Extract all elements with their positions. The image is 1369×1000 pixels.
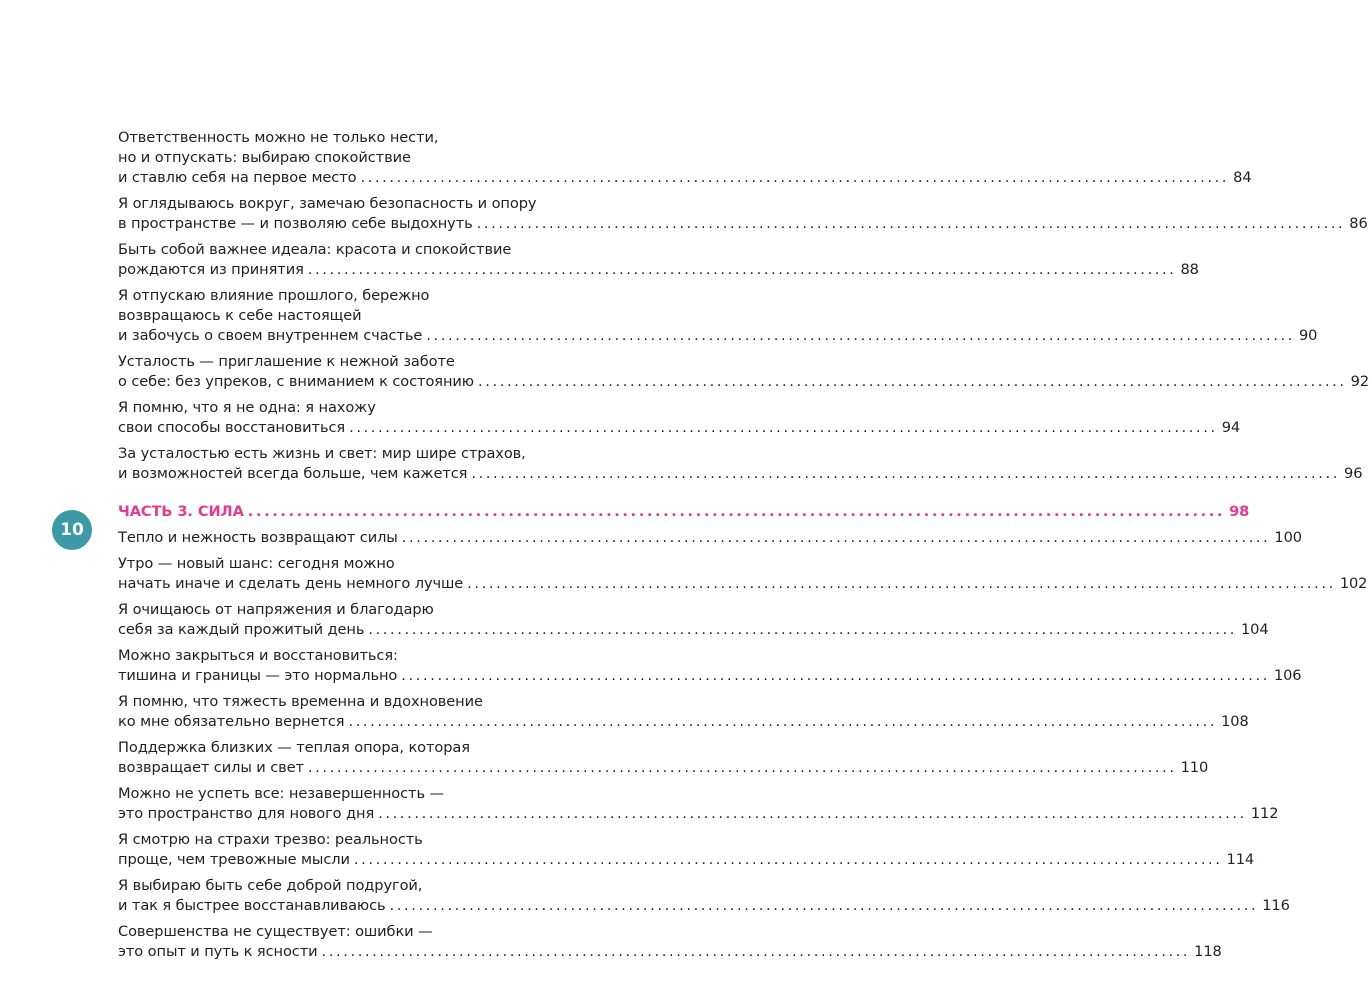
toc-entry-line: возвращает силы и свет <box>118 759 304 776</box>
dot-leader: ........................................................................................................................ <box>307 261 1177 278</box>
toc-entry-last-line <box>118 804 1279 824</box>
toc-entry[interactable] <box>118 692 1249 732</box>
dot-leader: ........................................................................................................................ <box>471 465 1341 482</box>
toc-entry-line: Ответственность можно не только нести, <box>118 129 439 146</box>
toc-entry[interactable] <box>118 240 1199 280</box>
toc-entry-line: это пространство для нового дня <box>118 805 375 822</box>
toc-entry-last-line <box>118 418 1241 438</box>
toc-entry-line: Я помню, что я не одна: я нахожу <box>118 399 376 416</box>
toc-entry-line: Можно не успеть все: незавершенность — <box>118 785 444 802</box>
toc-entry-line: Я отпускаю влияние прошлого, бережно <box>118 287 430 304</box>
toc-entry-line: в пространстве — и позволяю себе выдохнуть <box>118 215 473 232</box>
toc-entry-last-line <box>118 666 1302 686</box>
toc-entry-last-line <box>118 620 1269 640</box>
toc-entry-line: Совершенства не существует: ошибки — <box>118 923 433 940</box>
table-of-contents <box>118 128 1369 962</box>
toc-entry-line: свои способы восстановиться <box>118 419 346 436</box>
dot-leader: ........................................................................................................................ <box>349 419 1218 436</box>
dot-leader: ........................................................................................................................ <box>476 215 1346 232</box>
toc-entry-last-line <box>118 850 1255 870</box>
toc-entry-line: За усталостью есть жизнь и свет: мир шире страхов, <box>118 445 526 462</box>
dot-leader: ........................................................................................................................ <box>321 943 1191 960</box>
toc-page-number: 110 <box>1180 759 1209 776</box>
toc-entry[interactable] <box>118 554 1368 594</box>
toc-entry-last-line <box>118 260 1199 280</box>
toc-page-number: 116 <box>1262 897 1290 914</box>
toc-entry-last-line <box>118 896 1290 916</box>
toc-entry-last-line <box>118 214 1368 234</box>
toc-entry-last-line <box>118 326 1318 346</box>
toc-entry-line: и ставлю себя на первое место <box>118 169 357 186</box>
toc-entry-line: о себе: без упреков, с вниманием к состоянию <box>118 373 474 390</box>
toc-entry[interactable] <box>118 646 1302 686</box>
toc-entry[interactable] <box>118 194 1368 234</box>
toc-entry-line: проще, чем тревожные мысли <box>118 851 350 868</box>
toc-page-number: 92 <box>1350 373 1369 390</box>
toc-entry-last-line <box>118 528 1302 548</box>
toc-page-number: 102 <box>1339 575 1368 592</box>
toc-entry[interactable] <box>118 128 1252 188</box>
toc-entry-line: Утро — новый шанс: сегодня можно <box>118 555 395 572</box>
dot-leader: ........................................................................................................................ <box>426 327 1295 344</box>
toc-entry[interactable] <box>118 600 1269 640</box>
toc-entry-line: возвращаюсь к себе настоящей <box>118 307 362 324</box>
toc-page-number: 88 <box>1180 261 1199 278</box>
toc-entry-line: тишина и границы — это нормально <box>118 667 398 684</box>
dot-leader: ........................................................................................................................ <box>247 503 1226 520</box>
toc-page-number: 94 <box>1221 419 1241 436</box>
toc-entry-last-line <box>118 372 1369 392</box>
toc-entry-line: Я выбираю быть себе доброй подругой, <box>118 877 423 894</box>
toc-entry[interactable] <box>118 444 1363 484</box>
toc-entry[interactable] <box>118 738 1209 778</box>
toc-entry-line: Поддержка близких — теплая опора, которая <box>118 739 470 756</box>
toc-entry-line: Я помню, что тяжесть временна и вдохновение <box>118 693 483 710</box>
toc-page-number: 114 <box>1226 851 1255 868</box>
toc-entry-last-line <box>118 758 1209 778</box>
dot-leader: ........................................................................................................................ <box>467 575 1336 592</box>
toc-page-number: 118 <box>1194 943 1222 960</box>
toc-entry-last-line <box>118 168 1252 188</box>
toc-part-heading[interactable] <box>118 502 1250 522</box>
dot-leader: ........................................................................................................................ <box>360 169 1230 186</box>
toc-entry-line: Я смотрю на страхи трезво: реальность <box>118 831 423 848</box>
toc-page-number: 106 <box>1273 667 1302 684</box>
part-title: ЧАСТЬ 3. СИЛА <box>118 503 244 520</box>
dot-leader: ........................................................................................................................ <box>378 805 1247 822</box>
toc-entry-line: рождаются из принятия <box>118 261 304 278</box>
toc-entry-line: начать иначе и сделать день немного лучше <box>118 575 464 592</box>
toc-entry[interactable] <box>118 830 1255 870</box>
toc-entry-last-line <box>118 574 1368 594</box>
toc-entry-line: но и отпускать: выбираю спокойствие <box>118 149 411 166</box>
toc-section-after <box>118 528 1368 962</box>
dot-leader: ........................................................................................................................ <box>368 621 1237 638</box>
toc-section-before <box>118 128 1369 484</box>
toc-entry-line: Я оглядываюсь вокруг, замечаю безопасность и опору <box>118 195 537 212</box>
dot-leader: ........................................................................................................................ <box>307 759 1177 776</box>
toc-entry[interactable] <box>118 528 1302 548</box>
toc-entry-line: Можно закрыться и восстановиться: <box>118 647 398 664</box>
part-page-number: 98 <box>1229 503 1250 520</box>
toc-entry[interactable] <box>118 398 1241 438</box>
dot-leader: ........................................................................................................................ <box>401 529 1271 546</box>
toc-page-number: 86 <box>1349 215 1368 232</box>
dot-leader: ........................................................................................................................ <box>401 667 1270 684</box>
toc-entry-line: Я очищаюсь от напряжения и благодарю <box>118 601 434 618</box>
dot-leader: ........................................................................................................................ <box>477 373 1347 390</box>
toc-page-number: 84 <box>1233 169 1252 186</box>
toc-entry-line: это опыт и путь к ясности <box>118 943 318 960</box>
toc-entry[interactable] <box>118 784 1279 824</box>
toc-entry[interactable] <box>118 876 1290 916</box>
page-number-badge: 10 <box>52 510 92 550</box>
toc-entry-line: и возможностей всегда больше, чем кажется <box>118 465 468 482</box>
toc-entry[interactable] <box>118 286 1318 346</box>
toc-page-number: 96 <box>1344 465 1363 482</box>
toc-entry[interactable] <box>118 922 1222 962</box>
toc-entry-line: ко мне обязательно вернется <box>118 713 345 730</box>
toc-page-number: 108 <box>1221 713 1249 730</box>
toc-entry-line: и так я быстрее восстанавливаюсь <box>118 897 386 914</box>
toc-entry[interactable] <box>118 352 1369 392</box>
toc-entry-last-line <box>118 464 1363 484</box>
dot-leader: ........................................................................................................................ <box>353 851 1223 868</box>
toc-page-number: 104 <box>1241 621 1269 638</box>
toc-entry-line: и забочусь о своем внутреннем счастье <box>118 327 423 344</box>
dot-leader: ........................................................................................................................ <box>389 897 1259 914</box>
toc-entry-line: Тепло и нежность возвращают силы <box>118 529 398 546</box>
toc-entry-line: себя за каждый прожитый день <box>118 621 365 638</box>
spacer <box>118 484 556 502</box>
toc-entry-last-line <box>118 712 1249 732</box>
dot-leader: ........................................................................................................................ <box>348 713 1218 730</box>
toc-entry-last-line <box>118 942 1222 962</box>
toc-entry-last-line <box>118 502 1250 522</box>
toc-entry-line: Быть собой важнее идеала: красота и спокойствие <box>118 241 512 258</box>
toc-page-number: 100 <box>1274 529 1302 546</box>
toc-page-number: 112 <box>1250 805 1279 822</box>
toc-entry-line: Усталость — приглашение к нежной заботе <box>118 353 455 370</box>
toc-page-number: 90 <box>1298 327 1318 344</box>
